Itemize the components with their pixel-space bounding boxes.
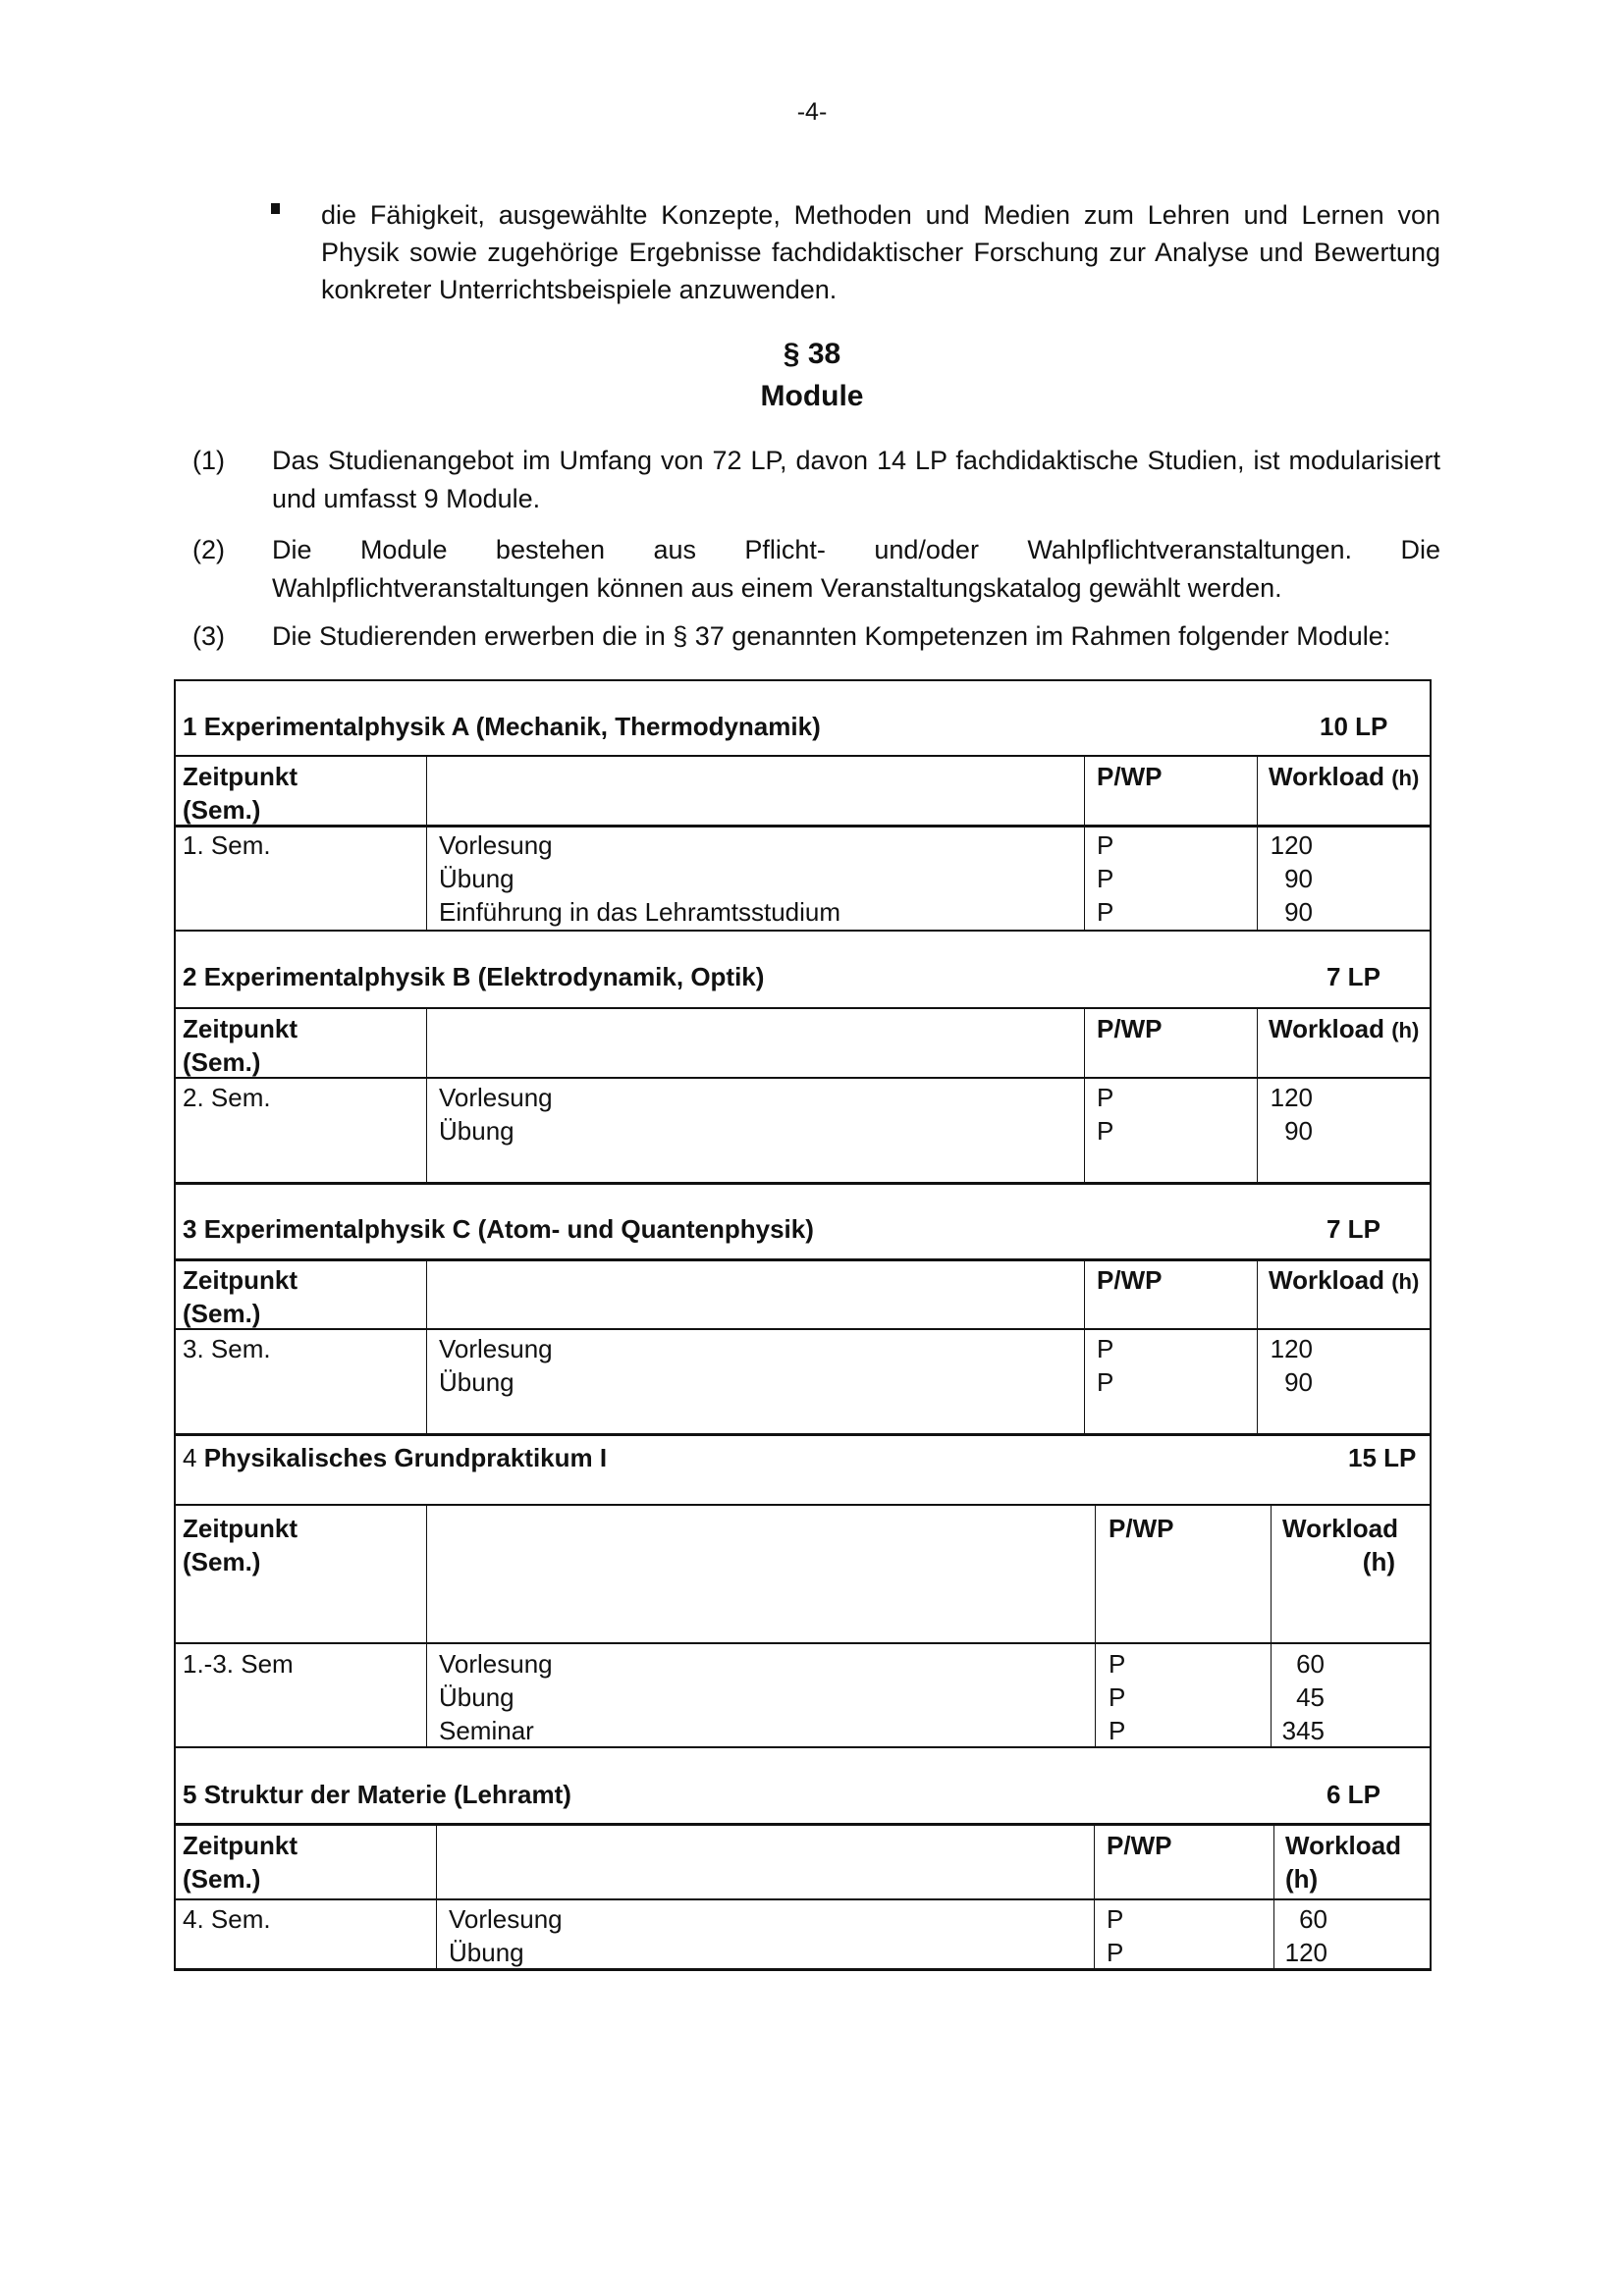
header-workload: Workload (h) <box>1269 762 1420 791</box>
divider <box>176 1258 1430 1261</box>
module-credits: 6 LP <box>1326 1780 1380 1809</box>
column-divider <box>1084 755 1085 930</box>
paragraph-number-2: (2) <box>192 535 225 564</box>
semester-cell: 1.-3. Sem <box>183 1649 294 1679</box>
divider <box>176 1182 1430 1185</box>
divider <box>176 1504 1430 1506</box>
header-pwp: P/WP <box>1109 1514 1174 1543</box>
header-workload: Workload (h) <box>1269 1014 1420 1043</box>
column-divider <box>426 755 427 930</box>
pwp-list: P P P <box>1109 1649 1126 1745</box>
module-credits: 7 LP <box>1326 1214 1380 1244</box>
paragraph-text-3: Die Studierenden erwerben die in § 37 genannten Kompetenzen im Rahmen folgender Module: <box>272 621 1391 651</box>
header-zeitpunkt: Zeitpunkt (Sem.) <box>183 1514 298 1576</box>
header-pwp: P/WP <box>1097 762 1163 791</box>
divider <box>176 679 1430 681</box>
divider <box>176 1642 1430 1644</box>
module-credits: 7 LP <box>1326 962 1380 991</box>
column-divider <box>436 1823 437 1969</box>
paragraph-number-3: (3) <box>192 621 225 651</box>
header-workload: Workload (h) <box>1285 1831 1401 1894</box>
section-number: § 38 <box>783 338 841 370</box>
column-divider <box>426 1504 427 1746</box>
workload-list: 60 120 <box>1284 1904 1327 1967</box>
module-credits: 15 LP <box>1348 1443 1417 1472</box>
workload-list: 120 90 <box>1270 1334 1313 1397</box>
paragraph-number-1: (1) <box>192 446 225 475</box>
column-divider <box>1257 1258 1258 1433</box>
table-bottom-border <box>174 1968 1432 1971</box>
divider <box>176 930 1430 932</box>
header-zeitpunkt: Zeitpunkt (Sem.) <box>183 1831 298 1894</box>
module-table-4 <box>174 1433 1432 1746</box>
divider <box>176 1823 1430 1826</box>
page-number: -4- <box>796 98 828 126</box>
column-divider <box>1271 1504 1272 1746</box>
column-divider <box>1257 1007 1258 1182</box>
paragraph-text-2-line-1: Die Module bestehen aus Pflicht- und/oder Wahlpflichtveranstaltungen. Die <box>272 535 1440 564</box>
header-pwp: P/WP <box>1107 1831 1172 1860</box>
divider <box>176 1898 1430 1900</box>
module-table-2 <box>174 930 1432 1182</box>
column-divider <box>1273 1823 1274 1969</box>
module-title: 2 Experimentalphysik B (Elektrodynamik, Optik) <box>183 962 765 991</box>
header-zeitpunkt: Zeitpunkt (Sem.) <box>183 762 298 825</box>
column-divider <box>1084 1258 1085 1433</box>
divider <box>176 1433 1430 1436</box>
header-pwp: P/WP <box>1097 1265 1163 1295</box>
workload-list: 120 90 <box>1270 1083 1313 1146</box>
column-divider <box>426 1258 427 1433</box>
module-title: 3 Experimentalphysik C (Atom- und Quantenphysik) <box>183 1214 814 1244</box>
semester-cell: 3. Sem. <box>183 1334 271 1363</box>
divider <box>176 755 1430 757</box>
module-table-3 <box>174 1182 1432 1433</box>
column-divider <box>1084 1007 1085 1182</box>
semester-cell: 1. Sem. <box>183 830 271 860</box>
column-divider <box>1094 1823 1095 1969</box>
course-list: Vorlesung Übung Seminar <box>439 1649 553 1745</box>
module-table-5 <box>174 1746 1432 1969</box>
pwp-list: P P P <box>1097 830 1114 927</box>
divider <box>176 825 1430 828</box>
paragraph-text-2-line-2: Wahlpflichtveranstaltungen können aus einem Veranstaltungskatalog gewählt werden. <box>272 573 1282 603</box>
module-title: 1 Experimentalphysik A (Mechanik, Thermodynamik) <box>183 712 821 741</box>
column-divider <box>1095 1504 1096 1746</box>
square-bullet-icon <box>271 203 280 214</box>
header-workload: Workload (h) <box>1269 1265 1420 1295</box>
module-credits: 10 LP <box>1320 712 1388 741</box>
column-divider <box>1257 755 1258 930</box>
bullet-text: die Fähigkeit, ausgewählte Konzepte, Methoden und Medien zum Lehren und Lernen von Physik sowie zugehörige Ergebnisse fachdidaktischer Forschung zur Analyse und Bewertung konkreter Unterrichtsbeispiele anzuwenden. <box>321 200 1440 304</box>
course-list: Vorlesung Übung Einführung in das Lehramtsstudium <box>439 830 841 927</box>
divider <box>176 1328 1430 1330</box>
course-list: Vorlesung Übung <box>449 1904 563 1967</box>
module-title: 4 Physikalisches Grundpraktikum I <box>183 1443 608 1472</box>
section-title: Module <box>760 380 864 412</box>
header-workload: Workload (h) <box>1282 1514 1398 1576</box>
divider <box>176 1746 1430 1748</box>
course-list: Vorlesung Übung <box>439 1334 553 1397</box>
header-zeitpunkt: Zeitpunkt (Sem.) <box>183 1265 298 1328</box>
workload-list: 120 90 90 <box>1270 830 1313 927</box>
divider <box>176 1007 1430 1009</box>
pwp-list: P P <box>1097 1334 1114 1397</box>
pwp-list: P P <box>1107 1904 1124 1967</box>
workload-list: 60 45 345 <box>1281 1649 1325 1745</box>
header-zeitpunkt: Zeitpunkt (Sem.) <box>183 1014 298 1077</box>
paragraph-text-1: Das Studienangebot im Umfang von 72 LP, davon 14 LP fachdidaktische Studien, ist modularisiert und umfasst 9 Module. <box>272 446 1440 513</box>
semester-cell: 4. Sem. <box>183 1904 271 1934</box>
column-divider <box>426 1007 427 1182</box>
semester-cell: 2. Sem. <box>183 1083 271 1112</box>
module-title: 5 Struktur der Materie (Lehramt) <box>183 1780 571 1809</box>
header-pwp: P/WP <box>1097 1014 1163 1043</box>
course-list: Vorlesung Übung <box>439 1083 553 1146</box>
pwp-list: P P <box>1097 1083 1114 1146</box>
module-table-1 <box>174 679 1432 930</box>
divider <box>176 1077 1430 1079</box>
